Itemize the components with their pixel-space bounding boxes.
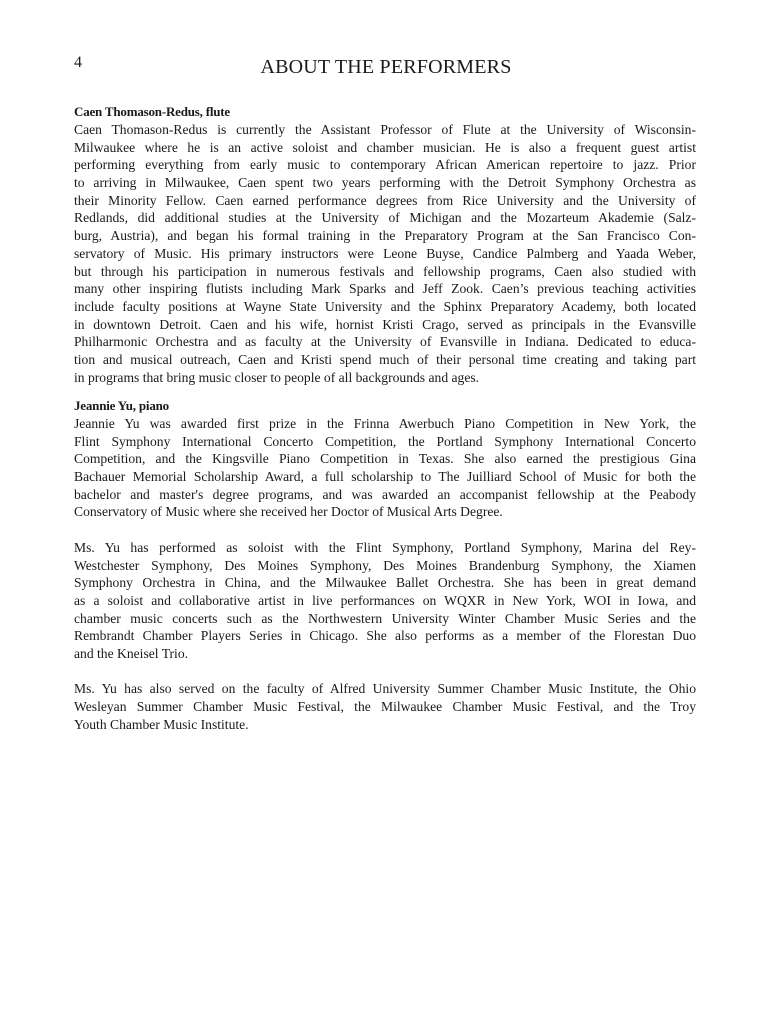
text-line: Wesleyan Summer Chamber Music Festival, the Milwaukee Chamber Music Festival, and the Troy [74, 699, 696, 714]
text-line: Redlands, did additional studies at the University of Michigan and the Mozarteum Akademie (Salz- [74, 210, 696, 226]
bio-paragraph [74, 539, 696, 663]
bio-paragraph [74, 415, 696, 521]
performer-heading: Jeannie Yu, piano [74, 398, 169, 413]
performer-bio-caen-thomason-redus [74, 103, 696, 386]
text-line: bachelor and master's degree programs, and was awarded an accompanist fellowship at the Peabody [74, 486, 696, 502]
page-title: ABOUT THE PERFORMERS [260, 56, 512, 78]
text-line: Ms. Yu has performed as soloist with the Flint Symphony, Portland Symphony, Marina del Rey- [74, 539, 696, 555]
text-line: Youth Chamber Music Institute. [74, 716, 249, 732]
text-line: tion and musical outreach, Caen and Kristi spend much of their personal time creating and taking part [74, 351, 696, 367]
performer-heading: Caen Thomason-Redus, flute [74, 104, 230, 119]
text-line: in programs that bring music closer to people of all backgrounds and ages. [74, 369, 480, 385]
text-line: their Minority Fellow. Caen earned performance degrees from Rice University and the University of [74, 192, 696, 208]
page-number: 4 [74, 54, 82, 71]
text-line: many other inspiring flutists including Mark Sparks and Jeff Zook. Caen’s previous teaching activities [74, 281, 696, 297]
text-line: Ms. Yu has also served on the faculty of Alfred University Summer Chamber Music Institute, the Ohio [74, 681, 696, 697]
text-line: to arriving in Milwaukee, Caen spent two years performing with the Detroit Symphony Orchestra as [74, 175, 696, 191]
text-line: Rembrandt Chamber Players Series in Chicago. She also performs as a member of the Florestan Duo [74, 628, 696, 644]
text-line: as a soloist and collaborative artist in live performances on WQXR in New York, WOI in Iowa, and [74, 592, 696, 608]
text-line: Competition, and the Kingsville Piano Competition in Texas. She also earned the prestigious Gina [74, 451, 696, 467]
text-line: Symphony Orchestra in China, and the Milwaukee Ballet Orchestra. She has been in great demand [74, 575, 696, 591]
performer-bio-jeannie-yu [74, 397, 696, 733]
bio-paragraph [74, 680, 696, 733]
text-line: servatory of Music. His primary instructors were Leone Buyse, Candice Palmberg and Yaada Weber, [74, 245, 696, 261]
text-line: chamber music concerts such as the Northwestern University Winter Chamber Music Series and the [74, 610, 696, 626]
text-line: Flint Symphony International Concerto Competition, the Portland Symphony International Concerto [74, 433, 696, 449]
text-line: Philharmonic Orchestra and as faculty at the University of Evansville in Indiana. Dedicated to educa- [74, 334, 696, 350]
text-line: Bachauer Memorial Scholarship Award, a full scholarship to The Juilliard School of Music for both the [74, 469, 696, 485]
text-line: but through his participation in numerous festivals and fellowship programs, Caen also studied with [74, 263, 696, 279]
text-line: performing everything from early music to contemporary African American repertoire to jazz. Prior [74, 157, 696, 173]
paragraph-spacer [74, 521, 696, 539]
text-line: in downtown Detroit. Caen and his wife, hornist Kristi Crago, served as principals in the Evansville [74, 316, 696, 332]
paragraph-spacer [74, 663, 696, 681]
text-line: Jeannie Yu was awarded first prize in the Frinna Awerbuch Piano Competition in New York, the [74, 416, 696, 431]
text-line: Milwaukee where he is an active soloist and chamber musician. He is also a frequent guest artist [74, 139, 696, 155]
text-line: Conservatory of Music where she received her Doctor of Musical Arts Degree. [74, 504, 503, 520]
text-line: Caen Thomason-Redus is currently the Assistant Professor of Flute at the University of Wisconsin- [74, 122, 696, 137]
text-line: burg, Austria), and began his formal training in the Preparatory Program at the San Francisco Con- [74, 228, 696, 244]
text-line: Westchester Symphony, Des Moines Symphony, Des Moines Brandenburg Symphony, the Xiamen [74, 557, 696, 573]
text-line: and the Kneisel Trio. [74, 645, 189, 661]
text-line: include faculty positions at Wayne State University and the Sphinx Preparatory Academy, both located [74, 298, 696, 314]
bio-paragraph [74, 121, 696, 386]
